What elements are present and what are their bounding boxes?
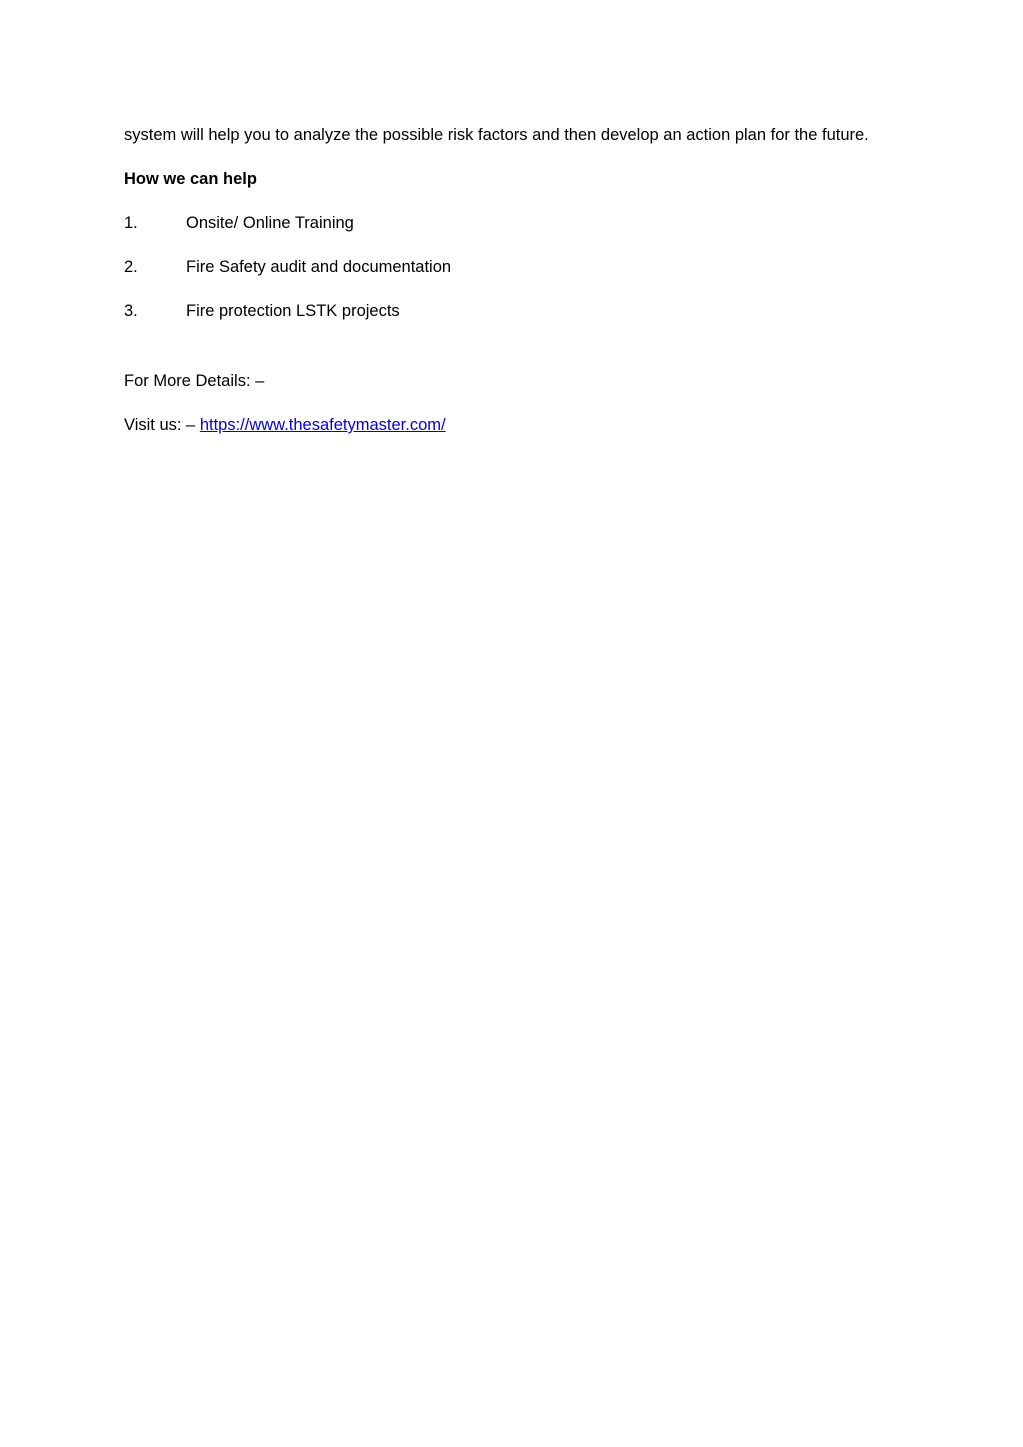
- services-list: [124, 210, 899, 324]
- list-item: [124, 254, 899, 280]
- section-heading: How we can help: [124, 170, 257, 188]
- list-item-text: Fire Safety audit and documentation: [186, 258, 452, 276]
- document-content: [124, 122, 899, 438]
- intro-paragraph: system will help you to analyze the possible risk factors and then develop an action plan for the future.: [124, 126, 869, 144]
- list-item-number: 2.: [124, 258, 138, 276]
- list-item-number: 1.: [124, 214, 138, 232]
- list-item-text: Onsite/ Online Training: [186, 214, 354, 232]
- website-link[interactable]: https://www.thesafetymaster.com/: [199, 416, 446, 434]
- visit-line: [124, 412, 899, 438]
- list-item-number: 3.: [124, 302, 138, 320]
- list-item-text: Fire protection LSTK projects: [186, 302, 400, 320]
- list-item: [124, 210, 899, 236]
- more-details-text: For More Details: –: [124, 372, 265, 390]
- visit-label: Visit us: –: [124, 416, 196, 434]
- list-item: [124, 298, 899, 324]
